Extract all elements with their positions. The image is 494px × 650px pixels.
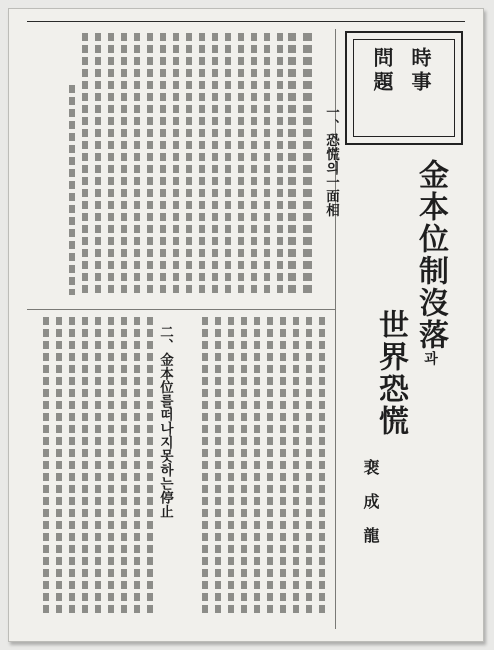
series-box-inner-frame bbox=[353, 39, 455, 137]
page-sheet bbox=[8, 8, 484, 642]
series-label-line1: 時事 bbox=[408, 47, 432, 95]
article-title bbox=[413, 159, 447, 367]
title-part1: 金本位制沒落 bbox=[413, 159, 448, 351]
section2-heading: 二、金本位를떠나지못하는停止 bbox=[157, 325, 173, 519]
section1-heading: 一、恐慌의一面相 bbox=[323, 105, 339, 217]
body-text-upper-main bbox=[39, 33, 309, 301]
title-connector: 과 bbox=[422, 351, 438, 367]
top-rule bbox=[27, 21, 465, 22]
body-text-lower-right bbox=[179, 317, 325, 627]
horizontal-section-divider bbox=[27, 309, 335, 310]
series-label-line2: 問題 bbox=[370, 47, 394, 95]
author-name: 裵成龍 bbox=[361, 459, 380, 561]
body-text-lower-left bbox=[29, 317, 153, 627]
article-title-line2: 世界恐慌 bbox=[373, 309, 408, 437]
series-box bbox=[345, 31, 463, 145]
